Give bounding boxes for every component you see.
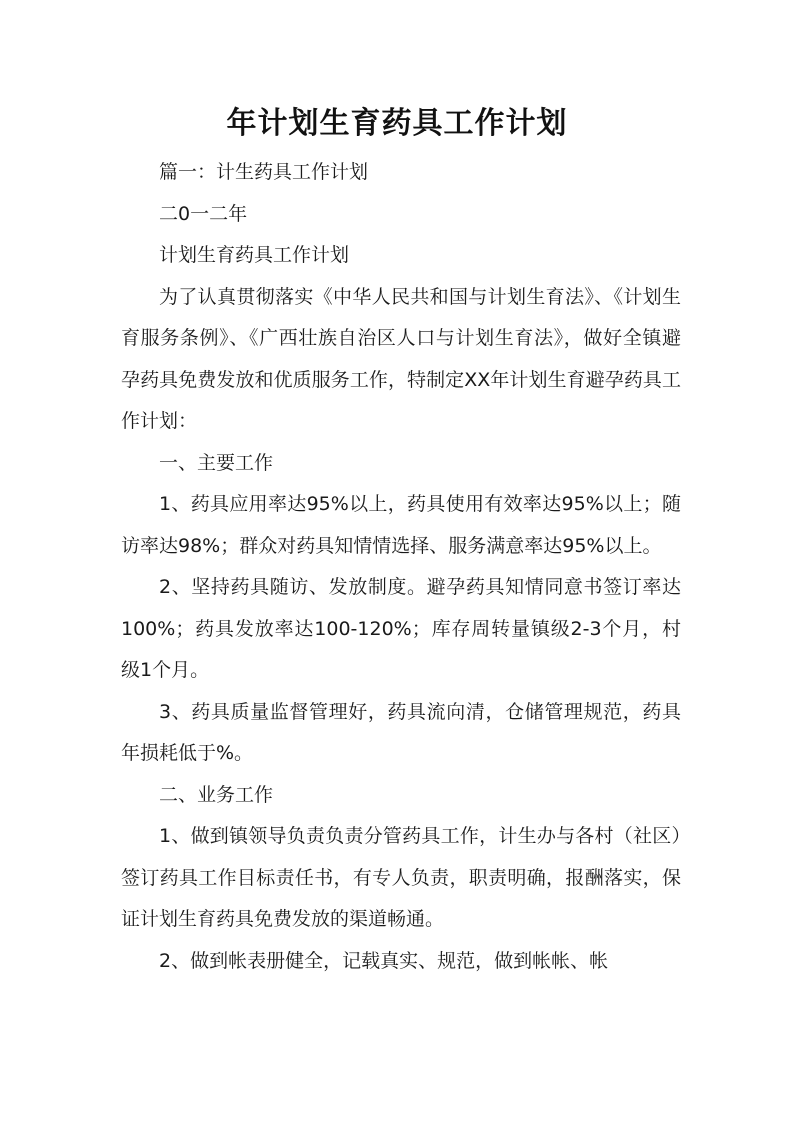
business-work-item-1: 1、做到镇领导负责负责分管药具工作，计生办与各村（社区）签订药具工作目标责任书，有专人负责，职责明确，报酬落实，保证计划生育药具免费发放的渠道畅通。 [121,825,681,930]
section-heading-business-work: 二、业务工作 [159,783,274,806]
business-work-item-2: 2、做到帐表册健全，记载真实、规范，做到帐帐、帐 [159,949,609,972]
document-body [121,152,681,982]
main-work-item-2: 2、坚持药具随访、发放制度。避孕药具知情同意书签订率达100%；药具发放率达100-120%；库存周转量镇级2-3个月，村级1个月。 [121,576,681,681]
main-work-item-1: 1、药具应用率达95%以上，药具使用有效率达95%以上；随访率达98%；群众对药具知情情选择、服务满意率达95%以上。 [121,493,681,557]
main-work-item-3: 3、药具质量监督管理好，药具流向清，仓储管理规范，药具年损耗低于%。 [121,700,681,764]
plan-subtitle: 计划生育药具工作计划 [159,244,350,266]
section-heading-chapter-1: 篇一：计生药具工作计划 [159,161,369,183]
intro-paragraph: 为了认真贯彻落实《中华人民共和国与计划生育法》、《计划生育服务条例》、《广西壮族自治区人口与计划生育法》，做好全镇避孕药具免费发放和优质服务工作，特制定XX年计划生育避孕药具工作计划： [121,285,681,432]
section-heading-main-work: 一、主要工作 [159,451,274,474]
year-line: 二0一二年 [159,202,248,225]
document-title: 年计划生育药具工作计划 [226,106,568,141]
